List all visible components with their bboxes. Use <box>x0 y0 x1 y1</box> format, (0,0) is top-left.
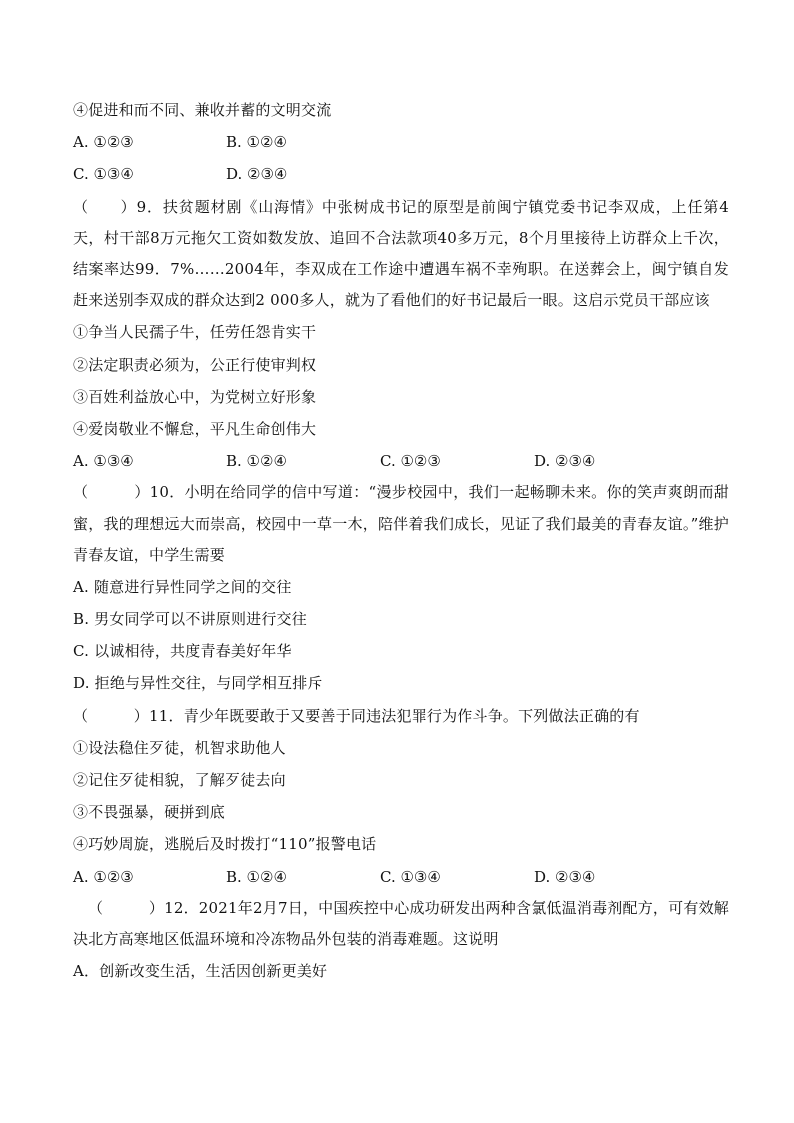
q9-option-d: D. ②③④ <box>534 452 596 471</box>
q11-stem: （ ）11．青少年既要敢于又要善于同违法犯罪行为作斗争。下列做法正确的有 <box>73 706 640 725</box>
q11-option-a: A. ①②③ <box>73 867 134 886</box>
q11-item-4: ④巧妙周旋，逃脱后及时拨打“110”报警电话 <box>73 835 377 854</box>
q10-stem: （ ）10．小明在给同学的信中写道：“漫步校园中，我们一起畅聊未来。你的笑声爽朗而甜蜜，我的理想远大而崇高，校园中一草一木，陪伴着我们成长，见证了我们最美的青春友谊。”维护青春友谊，中学生需要 <box>73 483 729 564</box>
q10-option-a: A. 随意进行异性同学之间的交往 <box>73 577 292 596</box>
exam-page <box>73 94 729 987</box>
q12-stem: （ ）12．2021年2月7日，中国疾控中心成功研发出两种含氯低温消毒剂配方，可有效解决北方高寒地区低温环境和冷冻物品外包装的消毒难题。这说明 <box>73 898 729 948</box>
q8-options-row-1 <box>73 126 729 158</box>
q10-option-b: B. 男女同学可以不讲原则进行交往 <box>73 610 307 629</box>
q11-option-d: D. ②③④ <box>534 867 596 886</box>
q9-option-a: A. ①③④ <box>73 452 134 471</box>
q11-options-row <box>73 861 729 893</box>
q9-item-2: ②法定职责必须为，公正行使审判权 <box>73 355 317 374</box>
q10-option-c: C. 以诚相待，共度青春美好年华 <box>73 642 292 661</box>
q8-options-row-2 <box>73 158 729 190</box>
q9-options-row <box>73 445 729 477</box>
q8-item-4: ④促进和而不同、兼收并蓄的文明交流 <box>73 101 332 119</box>
q11-option-b: B. ①②④ <box>226 867 287 886</box>
q11-item-3: ③不畏强暴，硬拼到底 <box>73 803 226 822</box>
q11-item-1: ①设法稳住歹徒，机智求助他人 <box>73 738 286 757</box>
q12-option-a: A．创新改变生活，生活因创新更美好 <box>73 962 328 981</box>
q9-item-1: ①争当人民孺子牛，任劳任怨肯实干 <box>73 323 317 342</box>
q10-option-d: D. 拒绝与异性交往，与同学相互排斥 <box>73 674 323 693</box>
q9-option-c: C. ①②③ <box>380 452 441 471</box>
q9-stem: （ ）9．扶贫题材剧《山海情》中张树成书记的原型是前闽宁镇党委书记李双成，上任第4天，村干部8万元拖欠工资如数发放、追回不合法款项40多万元，8个月里接待上访群众上千次，结案率达99．7%……2004年，李双成在工作途中遭遇车祸不幸殉职。在送葬会上，闽宁镇自发赶来送别李双成的群众达到2 000多人，就为了看他们的好书记最后一眼。这启示党员干部应该 <box>73 197 729 310</box>
q11-option-c: C. ①③④ <box>380 867 441 886</box>
q11-item-2: ②记住歹徒相貌，了解歹徒去向 <box>73 771 286 790</box>
q9-item-4: ④爱岗敬业不懈怠，平凡生命创伟大 <box>73 419 317 438</box>
q8-option-a: A. ①②③ <box>73 133 134 152</box>
q8-option-c: C. ①③④ <box>73 165 134 184</box>
q9-item-3: ③百姓利益放心中，为党树立好形象 <box>73 387 317 406</box>
q8-option-d: D. ②③④ <box>226 165 288 184</box>
q8-option-b: B. ①②④ <box>226 133 287 152</box>
q9-option-b: B. ①②④ <box>226 452 287 471</box>
